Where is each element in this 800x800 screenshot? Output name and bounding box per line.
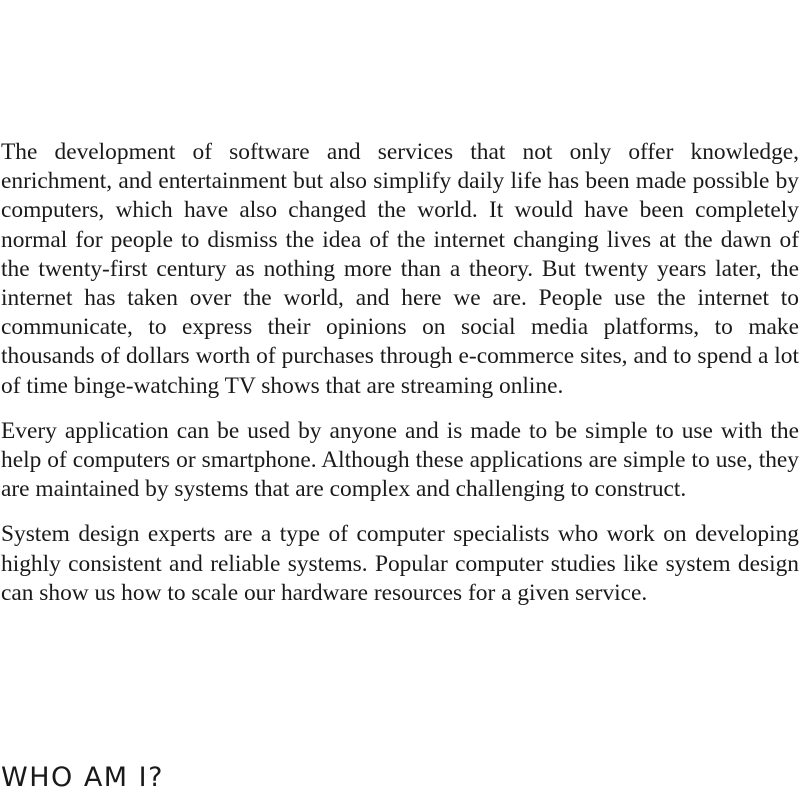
paragraph-computers-changed-world: The development of software and services that not only offer knowledge, enrichment, and entertainment but also simplify daily life has been made possible by computers, which have also changed the world. It would have been completely normal for people to dismiss the idea of the internet changing lives at the dawn of the twenty-first century as nothing more than a theory. But twenty years later, the internet has taken over the world, and here we are. People use the internet to communicate, to express their opinions on social media platforms, to make thousands of dollars worth of purchases through e-commerce sites, and to spend a lot of time binge-watching TV shows that are streaming online. <box>1 139 799 399</box>
document-body <box>0 138 800 624</box>
paragraph-system-design-experts: System design experts are a type of computer specialists who work on developing highly consistent and reliable systems. Popular computer studies like system design can show us how to scale our hardware resources for a given service. <box>1 521 799 606</box>
paragraph-simple-applications: Every application can be used by anyone and is made to be simple to use with the help of computers or smartphone. Although these applications are simple to use, they are maintained by systems that are complex and challenging to construct. <box>1 417 799 503</box>
section-heading-who-am-i: WHO AM I? <box>1 762 164 793</box>
